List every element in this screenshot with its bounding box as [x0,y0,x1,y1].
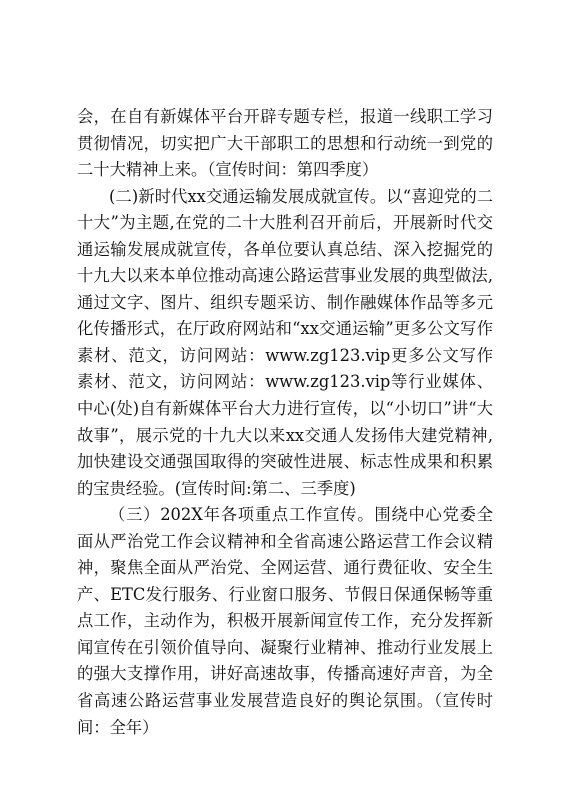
paragraph-continued: 会，在自有新媒体平台开辟专题专栏，报道一线职工学习贯彻情况，切实把广大干部职工的思想和行动统一到党的二十大精神上来。（宣传时间：第四季度） [77,107,493,180]
body-text [77,104,493,741]
paragraph-section-two: (二)新时代xx交通运输发展成就宣传。以“喜迎党的二十大”为主题,在党的二十大胜利召开前后，开展新时代交通运输发展成就宣传，各单位要认真总结、深入挖掘党的十九大以来本单位推动高速公路运营事业发展的典型做法,通过文字、图片、组织专题采访、制作融媒体作品等多元化传播形式，在厅政府网站和“xx交通运输”更多公文写作素材、范文，访问网站：www.zg123.vip更多公文写作素材、范文，访问网站：www.zg123.vip等行业媒体、中心(处)自有新媒体平台大力进行宣传，以“小切口”讲“大故事”，展示党的十九大以来xx交通人发扬伟大建党精神,加快建设交通强国取得的突破性进展、标志性成果和积累的宝贵经验。(宣传时间:第二、三季度) [77,186,493,498]
paragraph-section-three: （三）202X年各项重点工作宣传。围绕中心党委全面从严治党工作会议精神和全省高速公路运营工作会议精神，聚焦全面从严治党、全网运营、通行费征收、安全生产、ETC发行服务、行业窗口服务、节假日保通保畅等重点工作，主动作为，积极开展新闻宣传工作，充分发挥新闻宣传在引领价值导向、凝聚行业精神、推动行业发展上的强大支撑作用，讲好高速故事，传播高速好声音，为全省高速公路运营事业发展营造良好的舆论氛围。（宣传时间：全年） [77,505,493,737]
